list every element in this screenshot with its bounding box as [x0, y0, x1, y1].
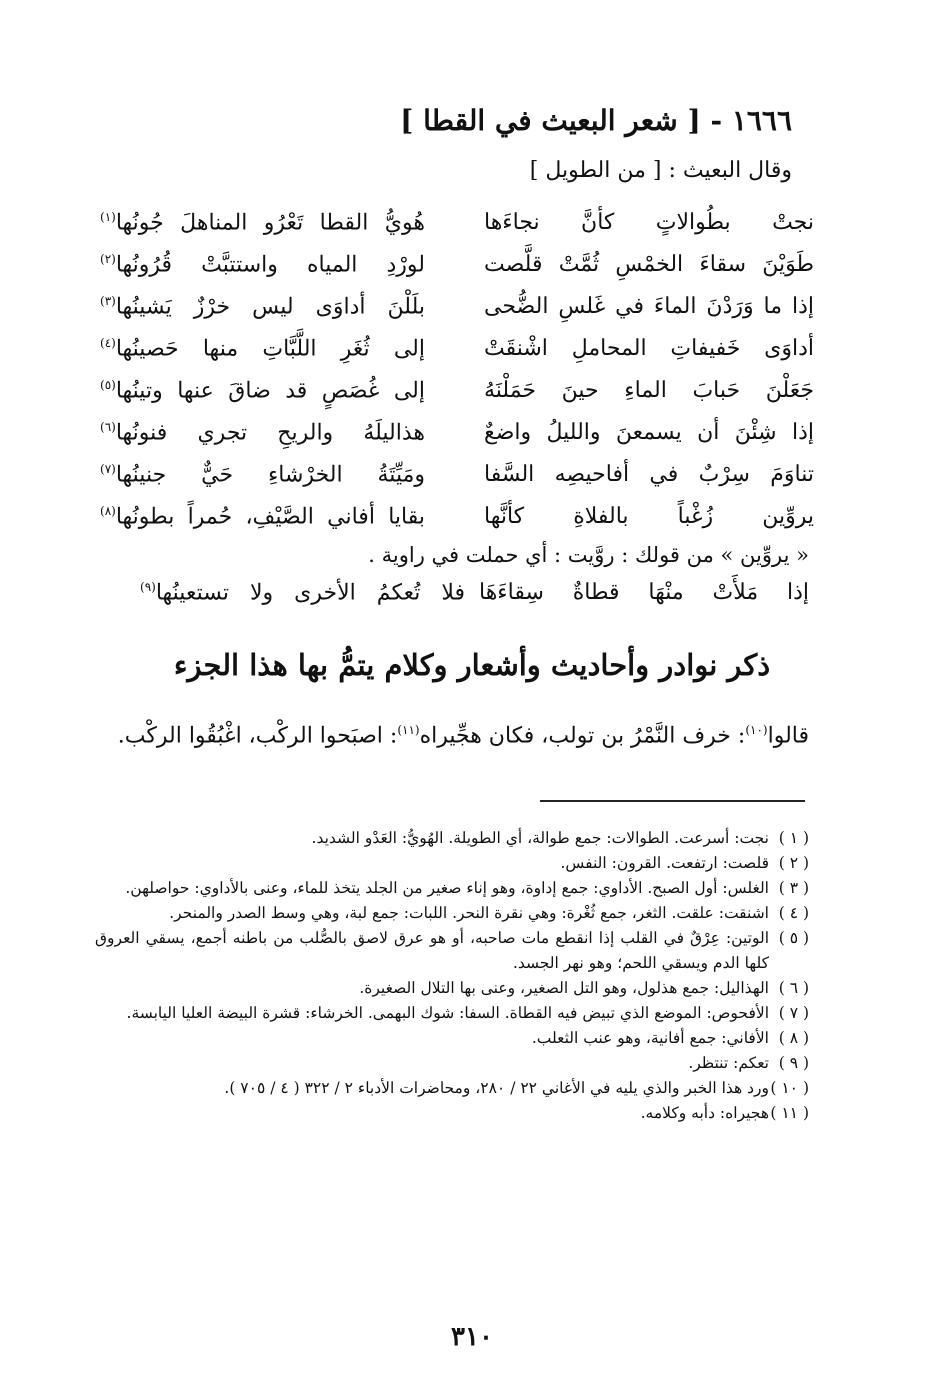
verse-line	[100, 336, 814, 378]
footnote-number: ( ٩ )	[778, 1054, 809, 1072]
footnote-number: ( ١ )	[778, 829, 809, 847]
verse-first-hemistich: إذا شِئْنَ أن يسمعنَ والليلُ واضعٌ	[484, 420, 814, 445]
verse-line	[100, 462, 814, 504]
verse-second-hemistich: ومَيِّتَةُ الخرْشاءِ حَيٌّ جنينُها$^{(٧)}$	[100, 462, 425, 488]
poem-intro: وقال البعيث : [ من الطويل ]	[529, 158, 792, 183]
verse-second-hemistich: بلَلْنَ أداوَى ليس خرْزٌ يَشينُها$^{(٣)}$	[100, 294, 425, 320]
footnote-number: ( ٧ )	[778, 1004, 809, 1022]
verse-first-hemistich: طَوَيْنَ سقاءَ الخمْسِ ثُمَّتْ قلَّصت	[484, 252, 814, 277]
verse-first-hemistich: أداوَى خَفيفاتِ المحاملِ اشْنقَتْ	[484, 336, 814, 361]
footnote	[95, 976, 809, 1001]
footnote	[95, 1076, 809, 1101]
footnote	[95, 1051, 809, 1076]
verse-second-hemistich: هذاليلَهُ والريحِ تجري فنونُها$^{(٦)}$	[100, 420, 425, 446]
verse-line	[140, 580, 809, 620]
verse-second-hemistich: إلى غُصَصٍ قد ضاقَ عنها وتينُها$^{(٥)}$	[100, 378, 425, 404]
verse-second-hemistich: إلى ثُغَرِ اللَّبَّاتِ منها حَصينُها$^{(٤)}$	[100, 336, 425, 362]
verse-first-hemistich: تناوَمَ سِرْبٌ في أفاحيصِه السَّفا	[484, 462, 814, 487]
gloss-note: « يروِّين » من قولك : روَّيت : أي حملت في راوية .	[368, 543, 809, 567]
footnote-ref: (١٠)	[745, 723, 768, 737]
footnote	[95, 1001, 809, 1026]
footnote-text: الأفحوص: الموضع الذي تبيض فيه القطاة. السفا: شوك البهمى. الخرشاء: قشرة البيضة العليا اليابسة.	[126, 1004, 769, 1022]
footnote-ref: (٥)	[100, 378, 116, 392]
footnote-number: ( ١١ )	[770, 1104, 809, 1122]
footnote	[95, 826, 809, 851]
footnote-text: نجت: أسرعت. الطوالات: جمع طوالة، أي الطويلة. الهُويُّ: العَدْو الشديد.	[311, 829, 769, 847]
verse-first-hemistich: إذا مَلأَتْ منْهَا قطاةٌ سِقاءَهَا	[479, 580, 809, 605]
verse-line	[100, 294, 814, 336]
footnote	[95, 876, 809, 901]
body-paragraph: قالوا$^{(١٠)}$: خرف النَّمْرُ بن تولب، فكان هجِّيراه$^{(١١)}$: اصبَحوا الركْب، اغْبُقُوا الركْب.	[117, 723, 809, 749]
section-heading: ١٦٦٦ - [ شعر البعيث في القطا ]	[400, 104, 792, 137]
footnote-text: اشنقت: علقت. الثغر، جمع ثُغْرة: وهي نقرة النحر. اللبات: جمع لبة، وهي وسط الصدر والمنحر.	[169, 904, 769, 922]
footnote-number: ( ٤ )	[778, 904, 809, 922]
footnote-ref: (٧)	[100, 462, 116, 476]
verse-line	[100, 378, 814, 420]
verse-line	[100, 420, 814, 462]
footnote-number: ( ٨ )	[778, 1029, 809, 1047]
footnote-text: هجيراه: دأبه وكلامه.	[640, 1104, 769, 1122]
verse-second-hemistich: هُويُّ القطا تَعْرُو المناهلَ جُونُها$^{(١)}$	[100, 210, 425, 236]
footnotes	[95, 826, 809, 1126]
footnote-number: ( ٢ )	[778, 854, 809, 872]
verse-line	[100, 210, 814, 252]
footnote-text: الوتين: عِرْقٌ في القلب إذا انقطع مات صاحبه، أو هو عرق لاصق بالصُّلب من باطنه أجمع، يسقي العروق كلها الدم ويسقي اللحم؛ وهو نهر الجسد.	[95, 929, 769, 972]
footnote-ref: (١)	[100, 210, 116, 224]
page-number: ٣١٠	[451, 1322, 493, 1352]
footnote-ref: (٣)	[100, 294, 116, 308]
verse-line	[100, 504, 814, 546]
footnote	[95, 926, 809, 976]
footnote-ref: (٩)	[140, 580, 156, 594]
footnote	[95, 851, 809, 876]
footnote-text: تعكم: تنتظر.	[688, 1054, 769, 1072]
footnote-text: الهذاليل: جمع هذلول، وهو التل الصغير، وعنى بها التلال الصغيرة.	[359, 979, 769, 997]
verse-second-hemistich: لورْدِ المياه واستتبَّتْ قُرُونُها$^{(٢)}$	[100, 252, 425, 278]
verse-first-hemistich: جَعَلْنَ حَبابَ الماءِ حينَ حَمَلْنَهُ	[484, 378, 814, 403]
footnote-ref: (٦)	[100, 420, 116, 434]
footnote	[95, 1101, 809, 1126]
footnote-ref: (٨)	[100, 504, 116, 518]
footnote-ref: (٢)	[100, 252, 116, 266]
footnote	[95, 1026, 809, 1051]
footnote-ref: (١١)	[397, 723, 420, 737]
verse-line	[100, 252, 814, 294]
footnote-number: ( ٦ )	[778, 979, 809, 997]
footnote-number: ( ١٠ )	[770, 1079, 809, 1097]
verse-second-hemistich: فلا تُعكمُ الأخرى ولا تستعينُها$^{(٩)}$	[140, 580, 465, 606]
footnote-ref: (٤)	[100, 336, 116, 350]
footnote-divider	[540, 800, 805, 802]
footnote-text: الغلس: أول الصبح. الأداوي: جمع إداوة، وهو إناء صغير من الجلد يتخذ للماء، وعنى بالأداوي: حواصلهن.	[125, 879, 769, 897]
chapter-title: ذكر نوادر وأحاديث وأشعار وكلام يتمُّ بها هذا الجزء	[173, 648, 771, 682]
footnote-text: الأفاني: جمع أفانية، وهو عنب الثعلب.	[531, 1029, 769, 1047]
footnote-number: ( ٣ )	[778, 879, 809, 897]
footnote-number: ( ٥ )	[778, 929, 809, 947]
verse-first-hemistich: يروِّين زُغْباً بالفلاةِ كأنَّها	[484, 504, 814, 529]
footnote	[95, 901, 809, 926]
footnote-text: ورد هذا الخبر والذي يليه في الأغاني ٢٢ / ٢٨٠، ومحاضرات الأدباء ٢ / ٣٢٢ ( ٤ / ٧٠٥ ).	[224, 1079, 769, 1097]
verse-second-hemistich: بقايا أفاني الصَّيْفِ، حُمراً بطونُها$^{(٨)}$	[100, 504, 425, 530]
verse-first-hemistich: إذا ما وَرَدْنَ الماءَ في غَلسِ الضُّحى	[484, 294, 814, 319]
verse-first-hemistich: نجتْ بطُوالاتٍ كأنَّ نجاءَها	[484, 210, 814, 235]
poem-verses	[100, 210, 814, 546]
footnote-text: قلصت: ارتفعت. القرون: النفس.	[560, 854, 769, 872]
